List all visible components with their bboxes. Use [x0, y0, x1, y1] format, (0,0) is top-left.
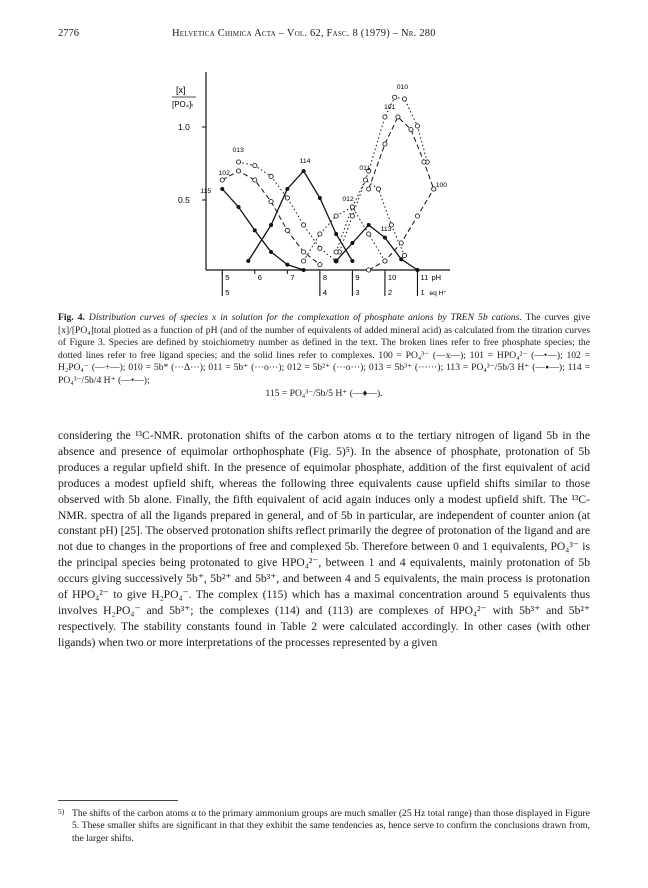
page-number: 2776	[58, 28, 79, 39]
data-point	[383, 236, 387, 240]
curve-label: 115	[200, 188, 212, 195]
data-point	[393, 95, 397, 99]
data-point	[269, 200, 273, 204]
equivalents-label: 2	[387, 288, 393, 297]
data-point	[383, 259, 387, 263]
journal-title: Helvetica Chimica Acta – Vol. 62, Fasc. 8 (1979) – Nr. 280	[172, 28, 436, 39]
data-point	[302, 259, 306, 263]
x-axis-ticks	[222, 270, 441, 282]
x-tick-label: 10	[387, 273, 397, 282]
equivalents-label: 5	[225, 288, 230, 297]
data-point	[220, 187, 224, 191]
curve-line	[336, 225, 417, 270]
data-point	[237, 205, 241, 209]
data-point	[318, 196, 322, 200]
x-tick-label: 8	[322, 273, 328, 282]
data-point	[422, 160, 426, 164]
footnote-marker: 5)	[58, 807, 65, 816]
data-point	[302, 268, 306, 272]
curve-line	[222, 189, 303, 270]
curve-label: 100	[435, 182, 448, 189]
data-point	[334, 259, 338, 263]
data-point	[334, 232, 338, 236]
curve-label: 010	[396, 84, 409, 92]
data-point	[383, 142, 387, 146]
curve-label: 114	[299, 158, 311, 165]
data-point	[246, 259, 250, 263]
y-tick-label-1-0: 1.0	[178, 122, 190, 132]
data-point	[253, 164, 257, 168]
curve-label: 013	[232, 147, 244, 154]
body-text	[58, 428, 590, 651]
curve-labels	[200, 84, 447, 233]
data-point	[318, 263, 322, 267]
y-axis-label-top: [x]	[176, 85, 186, 95]
data-point	[399, 257, 403, 261]
data-point	[363, 178, 367, 182]
equivalents-label: 3	[355, 288, 360, 297]
curve-label: 101	[383, 104, 396, 111]
data-point	[220, 178, 224, 182]
equivalents-unit: eq H⁺	[429, 290, 447, 297]
data-point	[302, 223, 306, 227]
data-point	[318, 232, 322, 236]
footnote	[58, 808, 590, 845]
curve-label: 113	[380, 226, 392, 233]
equivalents-label: 1	[420, 288, 425, 297]
data-point	[376, 187, 380, 191]
data-point	[367, 232, 371, 236]
data-point	[285, 263, 289, 267]
curves-group	[220, 95, 436, 272]
y-tick-label-0-5: 0.5	[178, 195, 190, 205]
caption-label: Fig. 4.	[58, 312, 85, 323]
figure-axes	[172, 72, 450, 270]
curve-line	[239, 162, 337, 261]
data-point	[409, 128, 413, 132]
data-point	[302, 169, 306, 173]
curve-label: 011	[359, 165, 371, 172]
caption-title: Distribution curves of species x in solution for the complexation of phosphate anions by TREN 5b cations.	[88, 312, 522, 323]
data-point	[302, 250, 306, 254]
data-point	[236, 169, 240, 173]
data-point	[415, 268, 419, 272]
x-tick-label: 7	[290, 273, 295, 282]
figure-caption	[58, 312, 590, 400]
running-header	[58, 28, 598, 44]
equivalents-label: 4	[322, 288, 328, 297]
data-point	[350, 259, 354, 263]
data-point	[334, 214, 338, 218]
data-point	[402, 97, 406, 101]
y-axis-label-bottom: [PO₄]ₜ	[172, 100, 194, 109]
curve-label: 012	[342, 196, 354, 203]
x-tick-label: 11	[420, 273, 429, 282]
x-axis-unit: pH	[431, 273, 442, 282]
data-point	[383, 115, 387, 119]
data-point	[269, 250, 273, 254]
data-point	[236, 160, 240, 164]
data-point	[253, 228, 257, 232]
caption-text: The curves give [x]/[PO₄]total plotted as a function of pH (and of the number of equivalents of added mineral acid) as calculated from the titration curves of Figure 3. Species are defined by stoichiometry number as defined in the text. The broken lines refer to free phosphate species; the dotted lines refer to free ligand species; and the solid lines refer to complexes. 100 = PO₄³⁻ (—x—); 101 = HPO₄²⁻ (—•—); 102 = H₂PO₄⁻ (—+—); 010 = 5b* (···Δ···); 011 = 5b⁺ (···o···); 012 = 5b²⁺ (···o···); 013 = 5b³⁺ (······); 113 = PO₄³⁻/5b/3 H⁺ (—▪—); 114 = PO₄³⁻/5b/4 H⁺ (—•—);	[58, 312, 590, 386]
curve-line	[336, 180, 404, 256]
footnote-text: The shifts of the carbon atoms α to the primary ammonium groups are much smaller (25 Hz total range) than those displayed in Figure 5. These smaller shifts are significant in that they exhibit the same tendencies as, hence serve to confirm the conclusions drawn from, the larger shifts.	[72, 808, 590, 844]
curve-label: 102	[218, 170, 230, 177]
caption-last-line: 115 = PO₄³⁻/5b/5 H⁺ (—♦—).	[265, 387, 383, 399]
data-point	[334, 250, 338, 254]
body-paragraph: considering the ¹³C-NMR. protonation shifts of the carbon atoms α to the tertiary nitrogen of ligand 5b in the absence and presence of equimolar orthophosphate (Fig. 5)⁵). In the absence of phosphate, protonation of 5b produces a regular upfield shift. In the presence of equimolar phosphate, addition of the first equivalent of acid produces a modest upfield shift, whereas the following three equivalents cause upfield shifts similar to those observed with 5b alone. Finally, the fifth equivalent of acid again induces only a modest upfield shift. The ¹³C-NMR. spectra of all the ligands prepared in general, and of 5b in particular, are independent of counter anion (at constant pH) [25]. The observed protonation shifts reflect primarily the degree of protonation of the ligand and are not due to changes in the proportions of free and complexed 5b. Therefore between 0 and 1 equivalents, PO₄³⁻ is the principal species being protonated to give HPO₄²⁻, between 1 and 4 equivalents, mainly protonation of 5b occurs giving successively 5b⁺, 5b²⁺ and 5b³⁺, and between 4 and 5 equivalents, the main process is protonation of HPO₄²⁻ to give H₂PO₄⁻. The complex (115) which has a maximal concentration around 5 equivalents thus involves H₂PO₄⁻ and 5b³⁺; the complexes (114) and (113) are complexes of HPO₄²⁻ with 5b³⁺ and 5b²⁺ respectively. The stability constants found in Table 2 were calculated accordingly. In other cases (with other ligands) when two or more interpretations of the processes represented by a given	[58, 429, 590, 649]
data-point	[402, 254, 406, 258]
data-point	[253, 178, 257, 182]
data-point	[285, 228, 289, 232]
x-tick-label: 5	[225, 273, 230, 282]
data-point	[367, 223, 371, 227]
data-point	[415, 214, 419, 218]
curve-line	[369, 117, 434, 189]
data-point	[318, 246, 322, 250]
data-point	[367, 187, 371, 191]
x-tick-label: 9	[355, 273, 360, 282]
footnote-rule	[58, 800, 178, 801]
data-point	[269, 174, 273, 178]
data-point	[367, 268, 371, 272]
data-point	[399, 241, 403, 245]
data-point	[350, 241, 354, 245]
data-point	[285, 196, 289, 200]
equivalents-axis	[222, 272, 446, 297]
data-point	[285, 187, 289, 191]
distribution-curves-figure	[150, 60, 460, 306]
data-point	[350, 205, 354, 209]
x-tick-label: 6	[257, 273, 262, 282]
data-point	[269, 223, 273, 227]
data-point	[396, 115, 400, 119]
data-point	[350, 214, 354, 218]
data-point	[415, 124, 419, 128]
